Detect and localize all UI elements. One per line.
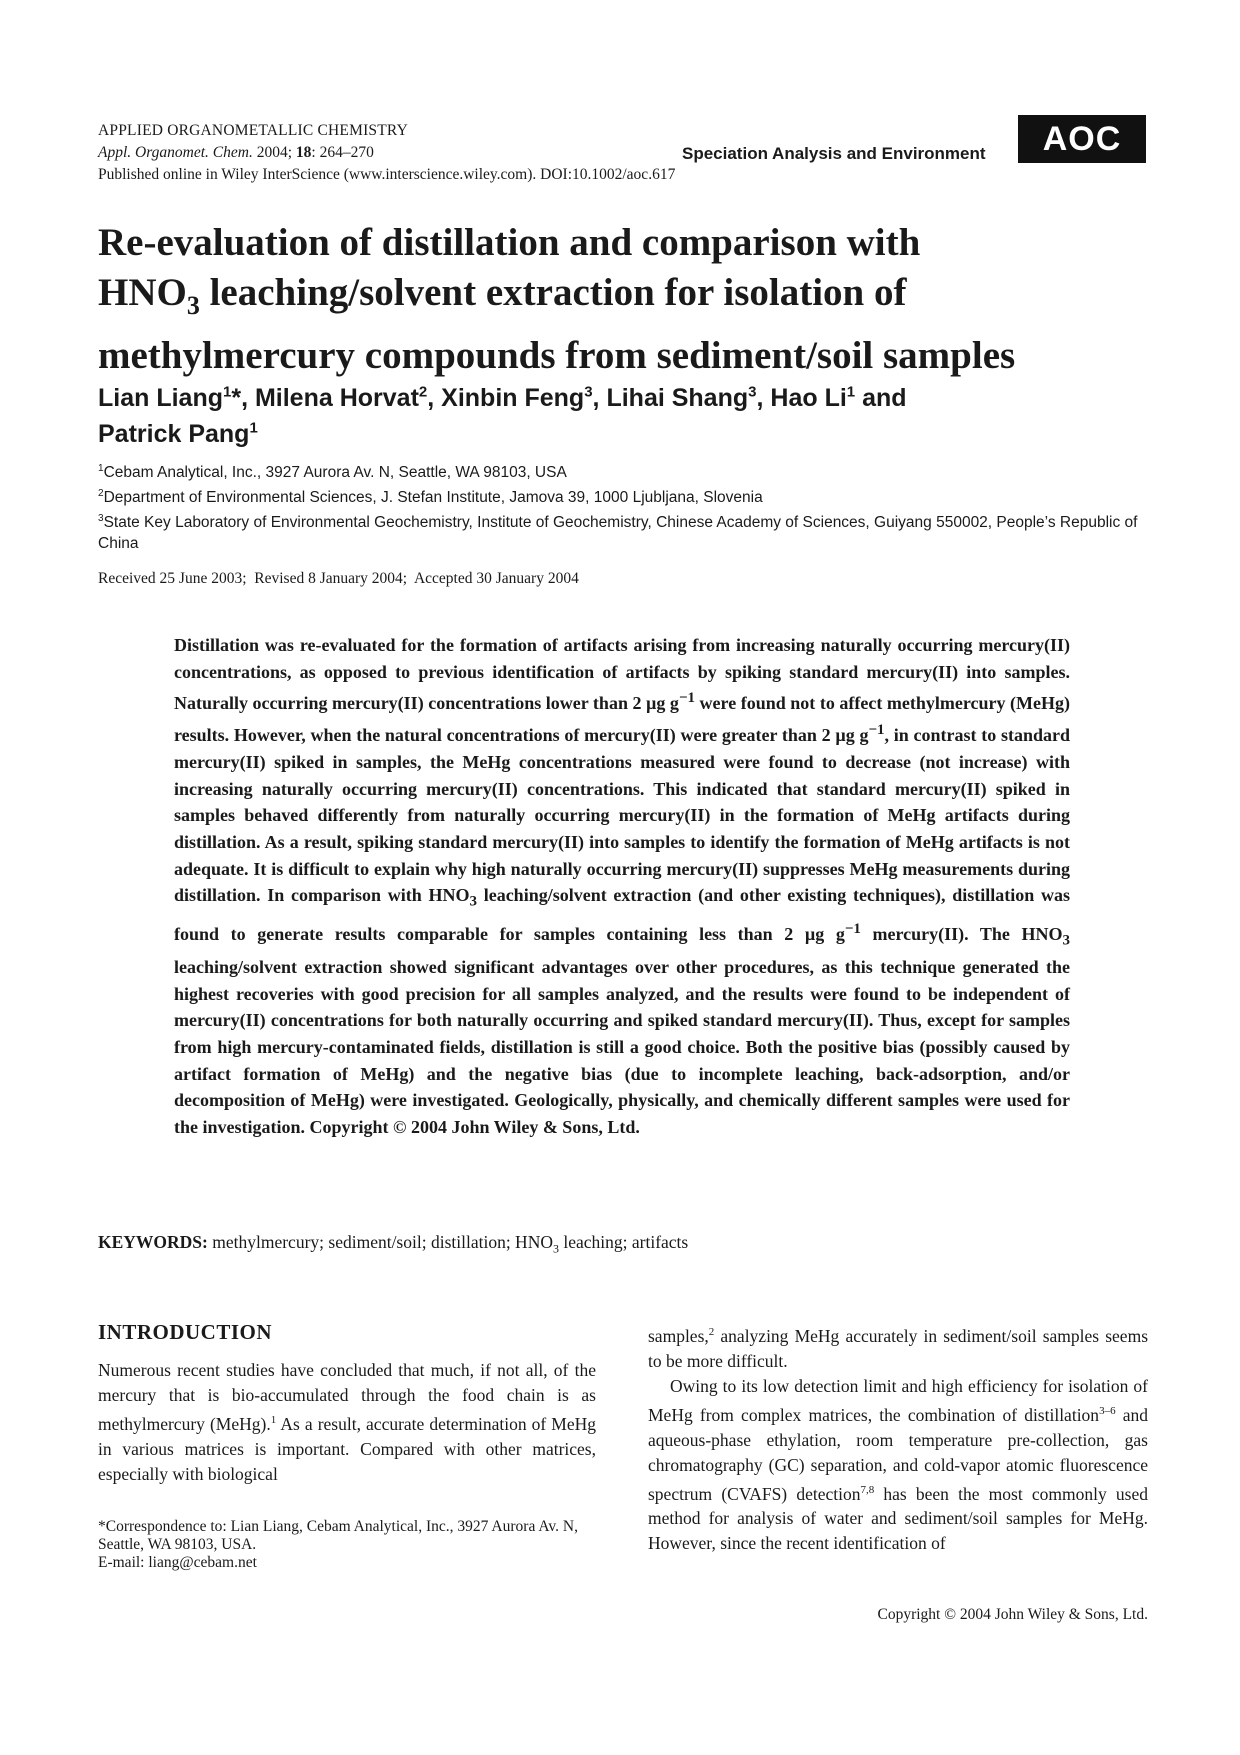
section-heading-introduction: INTRODUCTION (98, 1320, 273, 1344)
citation-line (98, 144, 374, 162)
affiliation: $^2$Department of Environmental Sciences, J. Stefan Institute, Jamova 39, 1000 Ljubljana, Slovenia (98, 488, 763, 507)
article-title (98, 218, 1158, 381)
author: Lian Liang$^1$*, (98, 384, 255, 413)
section-label: Speciation Analysis and Environment (682, 144, 986, 163)
author: Patrick Pang$^1$ (98, 419, 258, 448)
citation-ref[interactable]: 1 (270, 1414, 277, 1426)
title-line: $HNO_3$ leaching/solvent extraction for isolation of (98, 271, 907, 320)
page-copyright: Copyright © 2004 John Wiley & Sons, Ltd. (877, 1606, 1148, 1623)
keywords: KEYWORDS: methylmercury; sediment/soil; distillation; $HNO_3$ leaching; artifacts (98, 1232, 689, 1256)
title-line: Re-evaluation of distillation and comparison with (98, 221, 921, 264)
citation-journal: Appl. Organomet. Chem. (98, 144, 253, 161)
paragraph: samples,$^2$ analyzing MeHg accurately in sediment/soil samples seems to be more difficult. (648, 1325, 1148, 1371)
author: Hao Li$^1$ and (770, 384, 907, 413)
citation-ref[interactable]: 2 (708, 1326, 715, 1338)
author: Milena Horvat$^2$, (254, 384, 442, 413)
paragraph: Numerous recent studies have concluded that much, if not all, of the mercury that is bio-accumulated through the food chain is as methylmercury (MeHg).$^1$ As a result, accurate determination of MeHg in various matrices is important. Compared with other matrices, especially with biological (98, 1360, 597, 1484)
published-online-line: Published online in Wiley InterScience (www.interscience.wiley.com). DOI:10.1002/aoc.617 (98, 166, 676, 183)
citation-year: 2004; (252, 144, 296, 161)
affiliation: $^1$Cebam Analytical, Inc., 3927 Aurora Av. N, Seattle, WA 98103, USA (98, 463, 567, 482)
citation-pages: : 264–270 (311, 144, 374, 161)
author: Lihai Shang$^3$, (606, 384, 771, 413)
author-list (98, 378, 1098, 449)
correspondence-footnote: *Correspondence to: Lian Liang, Cebam Analytical, Inc., 3927 Aurora Av. N, Seattle, WA 98103, USA. E-mail: liang@cebam.net (98, 1518, 578, 1571)
affiliations (98, 458, 1158, 554)
author: Xinbin Feng$^3$, (441, 384, 607, 413)
right-column (648, 1320, 1148, 1556)
keywords-label: KEYWORDS: (98, 1232, 208, 1252)
article-dates: Received 25 June 2003; Revised 8 January 2004; Accepted 30 January 2004 (98, 570, 579, 587)
citation-volume: 18 (295, 144, 312, 161)
paragraph: Owing to its low detection limit and high efficiency for isolation of MeHg from complex matrices, the combination of distillation$^{3-6}$ and aqueous-phase ethylation, room temperature pre-collection, gas chromatography (GC) separation, and cold-vapor atomic fluorescence spectrum (CVAFS) detection$^{7,8}$ has been the most commonly used method for analysis of water and sediment/soil samples for MeHg. However, since the recent identification of (648, 1375, 1148, 1554)
affiliation: $^3$State Key Laboratory of Environmental Geochemistry, Institute of Geochemistry, Chinese Academy of Sciences, Guiyang 550002, People’s Republic of China (98, 513, 1138, 553)
citation-ref[interactable]: 7,8 (860, 1483, 875, 1496)
journal-name: APPLIED ORGANOMETALLIC CHEMISTRY (98, 122, 408, 139)
left-column (98, 1358, 596, 1487)
abstract: Distillation was re-evaluated for the formation of artifacts arising from increasing naturally occurring mercury(II) concentrations, as opposed to previous identification of artifacts by spiking standard mercury(II) into samples. Naturally occurring mercury(II) concentrations lower than 2 µg $g^{-1}$ were found not to affect methylmercury (MeHg) results. However, when the natural concentrations of mercury(II) were greater than 2 µg $g^{-1}$, in contrast to standard mercury(II) spiked in samples, the MeHg concentrations measured were found to decrease (not increase) with increasing naturally occurring mercury(II) concentrations. This indicated that standard mercury(II) spiked in samples behaved differently from naturally occurring mercury(II) in the formation of MeHg artifacts during distillation. As a result, spiking standard mercury(II) into samples to identify the formation of MeHg artifacts is not adequate. It is difficult to explain why high naturally occurring mercury(II) suppresses MeHg measurements during distillation. In comparison with $HNO_3$ leaching/solvent extraction (and other existing techniques), distillation was found to generate results comparable for samples containing less than 2 µg $g^{-1}$ mercury(II). The $HNO_3$ leaching/solvent extraction showed significant advantages over other procedures, as this technique generated the highest recoveries with good precision for all samples analyzed, and the results were found to be independent of mercury(II) concentrations for both naturally occurring and spiked standard mercury(II). Thus, except for samples from high mercury-contaminated fields, distillation is still a good choice. Both the positive bias (possibly caused by artifact formation of MeHg) and the negative bias (due to incomplete leaching, back-adsorption, and/or decomposition of MeHg) were investigated. Geologically, physically, and chemically different samples were used for the investigation. Copyright © 2004 John Wiley & Sons, Ltd. (174, 635, 1070, 1138)
citation-ref[interactable]: 3–6 (1099, 1404, 1116, 1417)
title-line: methylmercury compounds from sediment/soil samples (98, 333, 1016, 377)
journal-logo: AOC (1018, 115, 1146, 163)
